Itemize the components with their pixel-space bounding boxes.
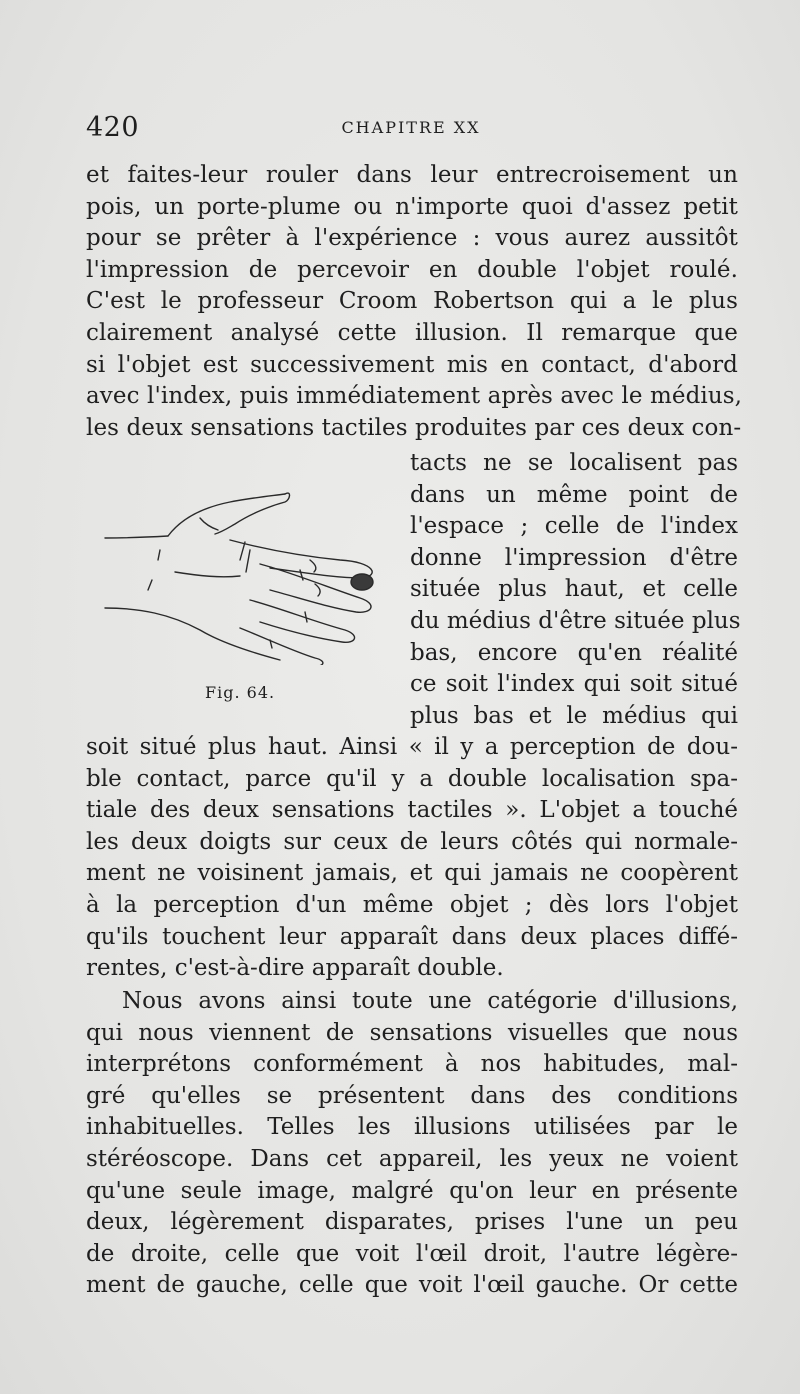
text-line: tacts ne se localisent pas xyxy=(410,450,738,476)
text-line: soit situé plus haut. Ainsi « il y a perception de dou- xyxy=(86,734,738,760)
paragraph-beside-figure xyxy=(410,448,741,732)
text-line: bas, encore qu'en réalité xyxy=(410,639,738,666)
text-line: qu'ils touchent leur apparaît dans deux places diffé- xyxy=(86,923,738,950)
text-line: ble contact, parce qu'il y a double localisation spa- xyxy=(86,765,738,792)
text-line: ment ne voisinent jamais, et qui jamais ne coopèrent xyxy=(86,860,738,887)
text-line: à la perception d'un même objet ; dès lors l'objet xyxy=(86,891,738,918)
paragraph-continuation xyxy=(86,732,738,985)
text-line: l'espace ; celle de l'index xyxy=(410,513,738,540)
text-line: dans un même point de xyxy=(410,481,738,508)
text-line: gré qu'elles se présentent dans des conditions xyxy=(86,1082,738,1109)
text-line: qui nous viennent de sensations visuelles que nous xyxy=(86,1019,738,1046)
text-line: qu'une seule image, malgré qu'on leur en présente xyxy=(86,1177,738,1204)
text-line: les deux doigts sur ceux de leurs côtés qui normale- xyxy=(86,828,738,855)
text-line: stéréoscope. Dans cet appareil, les yeux ne voient xyxy=(86,1145,738,1172)
text-line: si l'objet est successivement mis en contact, d'abord xyxy=(86,351,738,378)
text-line: pour se prêter à l'expérience : vous aurez aussitôt xyxy=(86,225,738,252)
page-header xyxy=(86,112,736,148)
text-line: tiale des deux sensations tactiles ». L'objet a touché xyxy=(86,797,738,824)
text-line: inhabituelles. Telles les illusions utilisées par le xyxy=(86,1114,738,1141)
text-line: les deux sensations tactiles produites par ces deux con- xyxy=(86,414,742,441)
paragraph-top xyxy=(86,160,743,444)
text-line: ce soit l'index qui soit situé xyxy=(410,671,738,698)
text-line: du médius d'être située plus xyxy=(410,607,741,634)
text-line: avec l'index, puis immédiatement après avec le médius, xyxy=(86,383,743,410)
text-line: deux, légèrement disparates, prises l'une un peu xyxy=(86,1209,738,1236)
hand-illustration xyxy=(100,480,390,665)
paragraph-stereoscope xyxy=(86,986,738,1302)
text-line: et faites-leur rouler dans leur entrecroisement un xyxy=(86,162,738,188)
text-line: rentes, c'est-à-dire apparaît double. xyxy=(86,955,504,982)
text-line: C'est le professeur Croom Robertson qui a le plus xyxy=(86,288,738,315)
text-line: ment de gauche, celle que voit l'œil gauche. Or cette xyxy=(86,1272,738,1299)
text-line: clairement analysé cette illusion. Il remarque que xyxy=(86,319,738,346)
text-line: interprétons conformément à nos habitudes, mal- xyxy=(86,1051,738,1078)
page-number: 420 xyxy=(86,112,140,143)
figure-caption: Fig. 64. xyxy=(205,683,276,702)
text-line: de droite, celle que voit l'œil droit, l'autre légère- xyxy=(86,1240,738,1267)
text-line: plus bas et le médius qui xyxy=(410,702,738,729)
text-line: donne l'impression d'être xyxy=(410,544,738,571)
text-line: Nous avons ainsi toute une catégorie d'illusions, xyxy=(122,988,738,1014)
crossed-fingers-drawing xyxy=(100,480,390,665)
text-line: pois, un porte-plume ou n'importe quoi d'assez petit xyxy=(86,193,738,220)
text-line: l'impression de percevoir en double l'objet roulé. xyxy=(86,256,738,283)
running-head: CHAPITRE XX xyxy=(341,118,481,137)
text-line: située plus haut, et celle xyxy=(410,576,738,603)
